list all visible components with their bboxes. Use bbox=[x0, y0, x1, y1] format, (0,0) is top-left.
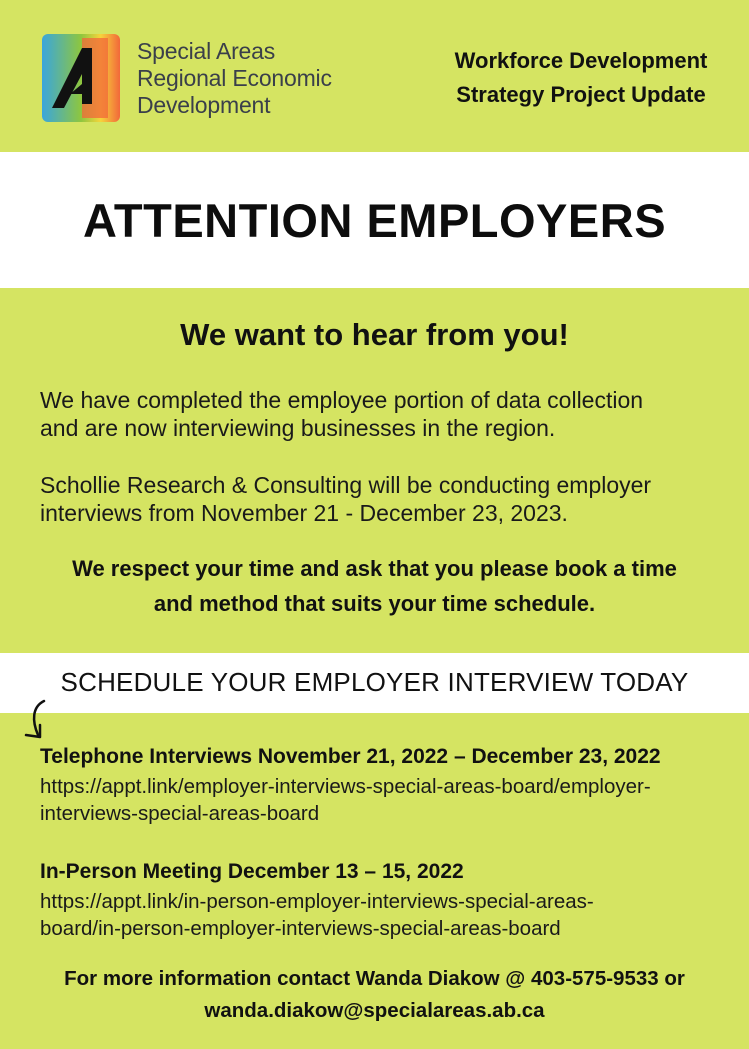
org-name-line: Special Areas bbox=[137, 38, 276, 64]
contact-info bbox=[10, 963, 739, 1027]
paragraph-line: and are now interviewing businesses in the region. bbox=[40, 415, 556, 441]
telephone-booking-link[interactable] bbox=[40, 773, 740, 827]
header bbox=[0, 0, 749, 152]
link-line[interactable]: board/in-person-employer-interviews-special-areas-board bbox=[40, 917, 561, 940]
in-person-booking-link[interactable] bbox=[40, 888, 740, 942]
paragraph-line: We have completed the employee portion of data collection bbox=[40, 387, 644, 413]
link-line[interactable]: https://appt.link/employer-interviews-special-areas-board/employer- bbox=[40, 775, 651, 798]
consultant-paragraph bbox=[40, 471, 720, 527]
schedule-title: SCHEDULE YOUR EMPLOYER INTERVIEW TODAY bbox=[60, 667, 689, 697]
telephone-interviews-title: Telephone Interviews November 21, 2022 – December 23, 2022 bbox=[40, 745, 661, 768]
paragraph-line: interviews from November 21 - December 23, 2023. bbox=[40, 500, 568, 526]
project-title-line: Strategy Project Update bbox=[456, 82, 706, 107]
link-line[interactable]: interviews-special-areas-board bbox=[40, 802, 320, 825]
project-title bbox=[431, 44, 731, 112]
respect-line: and method that suits your time schedule. bbox=[153, 591, 596, 616]
org-name-line: Regional Economic bbox=[137, 65, 332, 91]
paragraph-line: Schollie Research & Consulting will be conducting employer bbox=[40, 472, 652, 498]
org-name-line: Development bbox=[137, 92, 271, 118]
respect-statement bbox=[20, 551, 729, 621]
contact-line: For more information contact Wanda Diakow @ 403-575-9533 or bbox=[64, 967, 685, 990]
respect-line: We respect your time and ask that you please book a time bbox=[72, 556, 677, 581]
special-areas-logo bbox=[42, 34, 120, 122]
intro-paragraph bbox=[40, 386, 720, 442]
attention-title: ATTENTION EMPLOYERS bbox=[82, 193, 667, 247]
in-person-meeting-title: In-Person Meeting December 13 – 15, 2022 bbox=[40, 860, 464, 883]
link-line[interactable]: https://appt.link/in-person-employer-interviews-special-areas- bbox=[40, 890, 594, 913]
curved-arrow-down-left-icon bbox=[24, 699, 54, 741]
organization-name bbox=[137, 38, 332, 119]
contact-email[interactable]: wanda.diakow@specialareas.ab.ca bbox=[204, 999, 545, 1022]
attention-banner bbox=[0, 152, 749, 288]
subheading: We want to hear from you! bbox=[180, 317, 569, 352]
project-title-line: Workforce Development bbox=[454, 48, 708, 73]
